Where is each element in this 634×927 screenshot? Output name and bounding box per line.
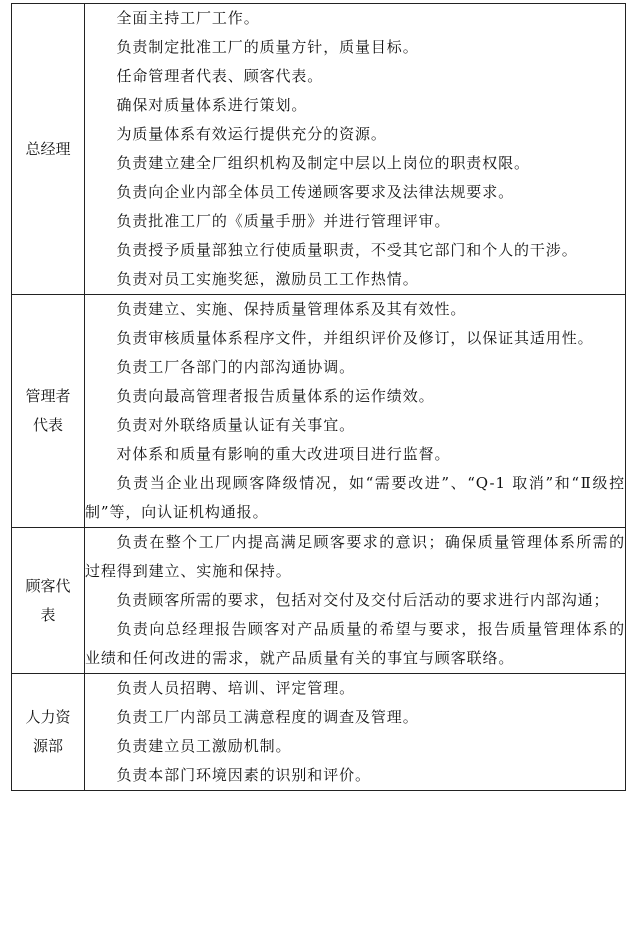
responsibility-table [11, 3, 626, 791]
duty-item: 为质量体系有效运行提供充分的资源。 [116, 125, 387, 143]
role-label: 总经理 [25, 139, 71, 158]
role-cell [12, 528, 85, 674]
duty-item: 负责本部门环境因素的识别和评价。 [116, 766, 371, 784]
duty-item: 负责批准工厂的《质量手册》并进行管理评审。 [116, 212, 451, 230]
duties-cell [85, 295, 626, 528]
role-label: 人力资 [25, 708, 71, 726]
duty-item: 负责向企业内部全体员工传递顾客要求及法律法规要求。 [116, 183, 515, 201]
duty-item: 全面主持工厂工作。 [116, 9, 260, 27]
duty-item: 负责向最高管理者报告质量体系的运作绩效。 [116, 387, 435, 405]
duty-item: 负责工厂各部门的内部沟通协调。 [116, 358, 356, 376]
duty-item: 负责对外联络质量认证有关事宜。 [116, 416, 356, 434]
duty-item: 负责建立建全厂组织机构及制定中层以上岗位的职责权限。 [116, 154, 530, 172]
role-cell [12, 295, 85, 528]
role-label: 代表 [32, 416, 63, 434]
role-cell [12, 674, 85, 791]
role-label: 源部 [32, 737, 63, 755]
role-label: 顾客代 [25, 576, 71, 595]
duty-item: 负责人员招聘、培训、评定管理。 [116, 679, 356, 697]
duties-cell [85, 528, 626, 674]
duties-cell [85, 674, 626, 791]
role-label: 表 [40, 605, 56, 624]
duties-cell [85, 4, 626, 295]
duty-item: 对体系和质量有影响的重大改进项目进行监督。 [116, 445, 451, 463]
duty-item: 负责制定批准工厂的质量方针，质量目标。 [116, 38, 419, 56]
table-row [12, 4, 626, 295]
table-row [12, 528, 626, 674]
duty-item: 负责建立员工激励机制。 [116, 737, 292, 755]
duty-item: 负责当企业出现顾客降级情况，如“需要改进”、“Q-1 取消”和“Ⅱ级控制”等，向认证机构通报。 [85, 474, 625, 521]
duty-item: 负责在整个工厂内提高满足顾客要求的意识；确保质量管理体系所需的过程得到建立、实施和保持。 [85, 533, 625, 580]
duty-item: 负责审核质量体系程序文件，并组织评价及修订，以保证其适用性。 [116, 329, 594, 347]
duty-item: 负责建立、实施、保持质量管理体系及其有效性。 [116, 300, 467, 318]
duty-item: 负责工厂内部员工满意程度的调查及管理。 [116, 708, 419, 726]
duty-item: 负责顾客所需的要求，包括对交付及交付后活动的要求进行内部沟通； [116, 591, 610, 609]
duty-item: 负责对员工实施奖惩，激励员工工作热情。 [116, 270, 419, 288]
role-label: 管理者 [25, 387, 71, 405]
table-row [12, 674, 626, 791]
duty-item: 任命管理者代表、顾客代表。 [116, 67, 324, 85]
role-cell [12, 4, 85, 295]
duty-item: 负责向总经理报告顾客对产品质量的希望与要求，报告质量管理体系的业绩和任何改进的需求，就产品质量有关的事宜与顾客联络。 [85, 620, 625, 667]
table-row [12, 295, 626, 528]
duty-item: 确保对质量体系进行策划。 [116, 96, 308, 114]
duty-item: 负责授予质量部独立行使质量职责，不受其它部门和个人的干涉。 [116, 241, 578, 259]
